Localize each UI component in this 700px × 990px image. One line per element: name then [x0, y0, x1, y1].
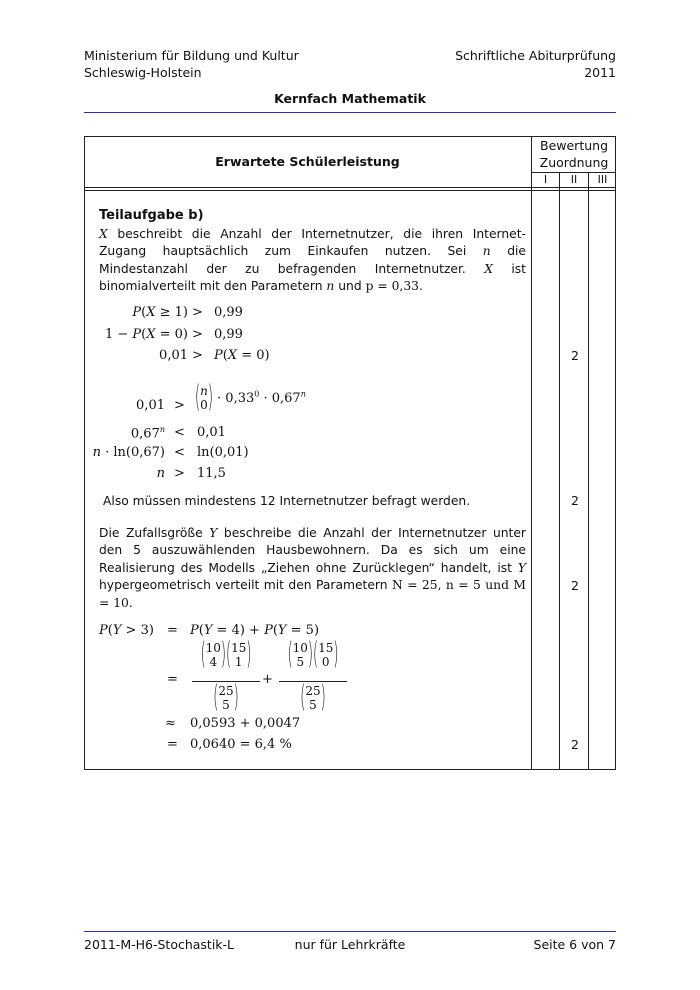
eq2-rel-3: < [174, 445, 185, 460]
eq2-rhs-3: ln(0,01) [197, 445, 249, 460]
para1-text-c: ist binomialverteilt mit den Parametern [99, 261, 526, 294]
subject-title: Kernfach Mathematik [274, 91, 426, 106]
eq2-rel-1: > [174, 398, 185, 413]
eq2-rhs-1: (n $0) \cdot 0,33^0 \cdot 0,67^n$ [195, 380, 306, 416]
para1-text-b: die Mindestanzahl der zu befragenden Internetnutzer. [99, 244, 526, 276]
col-divider-main [531, 136, 532, 770]
score-3: 2 [571, 578, 579, 593]
eq1-rhs-2: 0,99 [214, 327, 243, 342]
var-x: X [99, 227, 108, 241]
col-divider-2 [588, 172, 589, 770]
eq2-rhs-4: 11,5 [197, 466, 226, 481]
table-left-border [84, 136, 85, 770]
para2-text-b: beschreibe die Anzahl der Internetnutzer unter den 5 auszuwählenden Hausbewohnern. Da es sich um eine Realisierung des Modells „Ziehen ohne Zurücklegen“ handelt, ist [99, 526, 526, 575]
footer-audience: nur für Lehrkräfte [294, 937, 406, 952]
frac-plus: + [262, 672, 273, 687]
footer-doc-id: 2011-M-H6-Stochastik-L [84, 937, 235, 952]
eq1-rel-2: > [192, 327, 203, 342]
var-y: Y [209, 526, 218, 540]
col-divider-1 [559, 172, 560, 770]
var-y-2: Y [517, 560, 526, 575]
eq3-eq-1: = [167, 623, 178, 638]
para2-text-c: hypergeometrisch verteilt mit den Parametern [99, 578, 388, 593]
frac1-denominator: (25 5 ) [213, 680, 239, 716]
table-bottom-border [84, 769, 616, 770]
eq3-result: 0,0640 = 6,4 % [190, 737, 292, 752]
part-title: Teilaufgabe b) [99, 208, 204, 223]
eq1-lhs-2: 1 − P(X = 0) [104, 327, 188, 342]
eq1-rel-3: > [192, 348, 203, 363]
p-value: p = 0,33. [365, 279, 423, 294]
ministry-name: Ministerium für Bildung und Kultur [84, 48, 299, 63]
column-header-main: Erwartete Schülerleistung [215, 154, 400, 169]
eq1-rhs-3: P(X = 0) [214, 348, 270, 363]
eq1-rel-1: > [192, 305, 203, 320]
state-name: Schleswig-Holstein [84, 65, 202, 80]
eq2-rel-4: > [174, 466, 185, 481]
eq1-lhs-3: 0,01 [159, 348, 188, 363]
eq1-rhs-1: 0,99 [214, 305, 243, 320]
table-right-border [615, 136, 616, 770]
footer-page: Seite 6 von 7 [533, 937, 616, 952]
exam-year: 2011 [584, 65, 616, 80]
score-2: 2 [571, 493, 579, 508]
paragraph-1 [99, 226, 526, 296]
table-top-border [84, 136, 616, 137]
score-4: 2 [571, 737, 579, 752]
frac2-denominator: (25 5 ) [300, 680, 326, 716]
header-bottom-rule-1 [84, 187, 616, 188]
var-n: n [482, 244, 491, 259]
para2-text-a: Die Zufallsgröße [99, 526, 203, 540]
eq2-lhs-4: n [156, 466, 165, 481]
eq2-rel-2: < [174, 425, 185, 440]
footer-rule [84, 931, 616, 932]
param-list: N = 25, n = 5 und M = 10. [99, 578, 526, 610]
para1-text: beschreibt die Anzahl der Internetnutzer, die ihren Internet-Zugang hauptsächlich zum Einkaufen nutzen. Sei [99, 227, 526, 259]
eq3-eq-3: = [167, 737, 178, 752]
eq1-lhs-1: P(X ≥ 1) [132, 305, 188, 320]
eq2-rhs-2: 0,01 [197, 425, 226, 440]
var-x-2: X [484, 261, 493, 276]
exam-title: Schriftliche Abiturprüfung [455, 48, 616, 63]
header-bottom-rule-2 [84, 190, 616, 191]
eq2-lhs-1: 0,01 [136, 398, 165, 413]
level-III: III [597, 173, 608, 186]
zuordnung-label: Zuordnung [539, 155, 609, 170]
score-1: 2 [571, 348, 579, 363]
paragraph-2 [99, 525, 526, 612]
frac2-bar [279, 681, 347, 682]
frac1-numerator: (10 4 )(15 1 ) [200, 637, 252, 673]
var-n-2: n [326, 279, 335, 294]
eq3-eq-2: = [167, 672, 178, 687]
eq3-approx: ≈ [165, 716, 176, 731]
eq2-lhs-2: 0,67$^n$ [130, 425, 165, 442]
eq2-lhs-3: n · ln(0,67) [92, 445, 165, 460]
conclusion-text: Also müssen mindestens 12 Internetnutzer befragt werden. [103, 494, 471, 508]
eq3-approx-value: 0,0593 + 0,0047 [190, 716, 301, 731]
level-I: I [543, 173, 548, 186]
para1-text-d: und [338, 279, 362, 294]
frac1-bar [192, 681, 260, 682]
header-rule [84, 112, 616, 113]
bewertung-label: Bewertung [540, 138, 608, 153]
eq3-lhs: P(Y > 3) [99, 623, 154, 638]
level-II: II [570, 173, 578, 186]
eq3-rhs-1: P(Y = 4) + P(Y = 5) [190, 623, 320, 638]
frac2-numerator: (10 5 )(15 0 ) [287, 637, 339, 673]
